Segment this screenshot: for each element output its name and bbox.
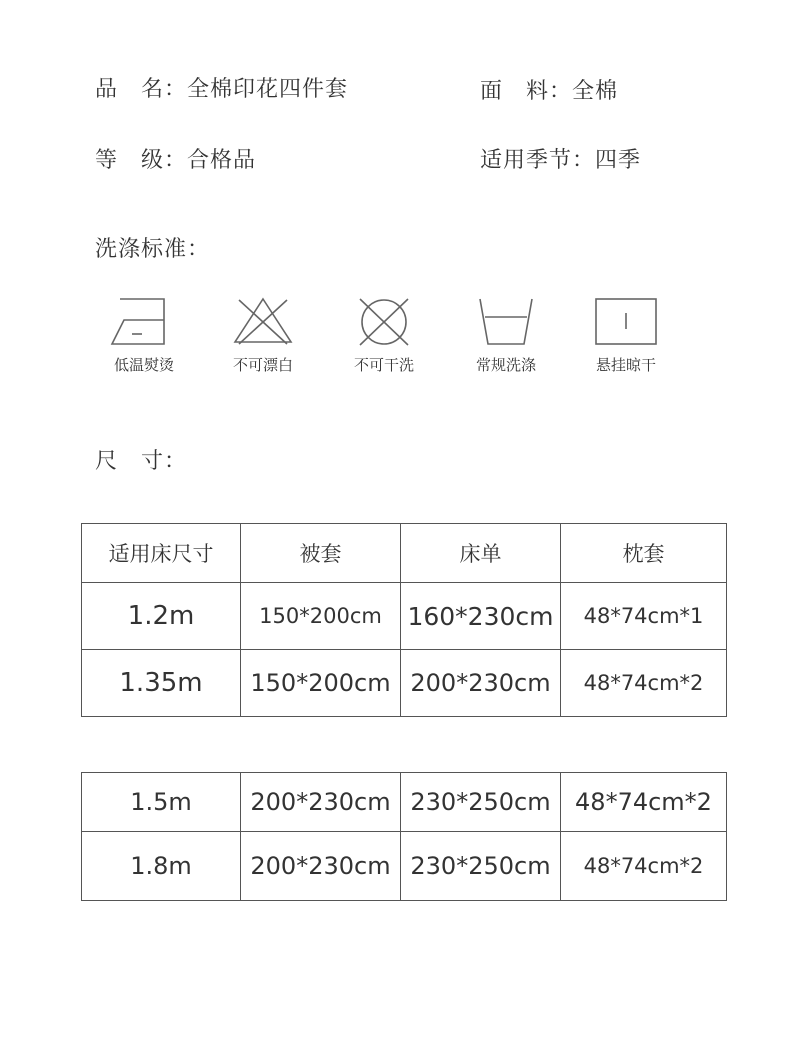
table-row [81,832,727,901]
fabric-line: 面 料：全棉 [480,79,619,104]
season-line: 适用季节：四季 [480,148,642,173]
cell-duvet: 150*200cm [241,583,401,650]
care-label: 低温熨烫 [113,356,174,374]
cell-pillowcase: 48*74cm*1 [561,583,727,650]
size-table-bottom [81,772,727,901]
care-label: 常规洗涤 [475,356,536,374]
care-label: 不可干洗 [353,356,414,374]
care-item-iron [89,296,199,375]
care-item-hang [571,296,681,375]
iron-low-heat-icon [106,296,182,348]
cell-pillowcase: 48*74cm*2 [561,650,727,717]
header-pillowcase: 枕套 [561,523,727,583]
header-bed-size: 适用床尺寸 [81,523,241,583]
table-row [81,583,727,650]
care-item-wash [451,296,561,375]
header-sheet: 床单 [401,523,561,583]
header-duvet: 被套 [241,523,401,583]
product-name-line: 品 名：全棉印花四件套 [95,77,349,102]
cell-pillowcase: 48*74cm*2 [561,772,727,832]
no-dry-clean-icon [346,296,422,348]
cell-duvet: 150*200cm [241,650,401,717]
cell-bed-size: 1.35m [81,650,241,717]
hang-dry-icon [588,296,664,348]
care-label: 悬挂晾干 [595,356,656,374]
table-row [81,772,727,832]
cell-duvet: 200*230cm [241,832,401,901]
grade-line: 等 级：合格品 [95,148,257,173]
care-label: 不可漂白 [232,356,293,374]
cell-duvet: 200*230cm [241,772,401,832]
cell-bed-size: 1.2m [81,583,241,650]
normal-wash-icon [468,296,544,348]
cell-sheet: 160*230cm [401,583,561,650]
cell-sheet: 230*250cm [401,772,561,832]
washing-title: 洗涤标准： [95,237,211,262]
size-title: 尺 寸： [95,449,188,474]
cell-bed-size: 1.5m [81,772,241,832]
size-table-top [81,523,727,717]
cell-bed-size: 1.8m [81,832,241,901]
table-row [81,650,727,717]
care-item-dryclean [329,296,439,375]
no-bleach-icon [225,296,301,348]
care-item-bleach [208,296,318,375]
table-header-row [81,523,727,583]
cell-sheet: 230*250cm [401,832,561,901]
cell-sheet: 200*230cm [401,650,561,717]
cell-pillowcase: 48*74cm*2 [561,832,727,901]
